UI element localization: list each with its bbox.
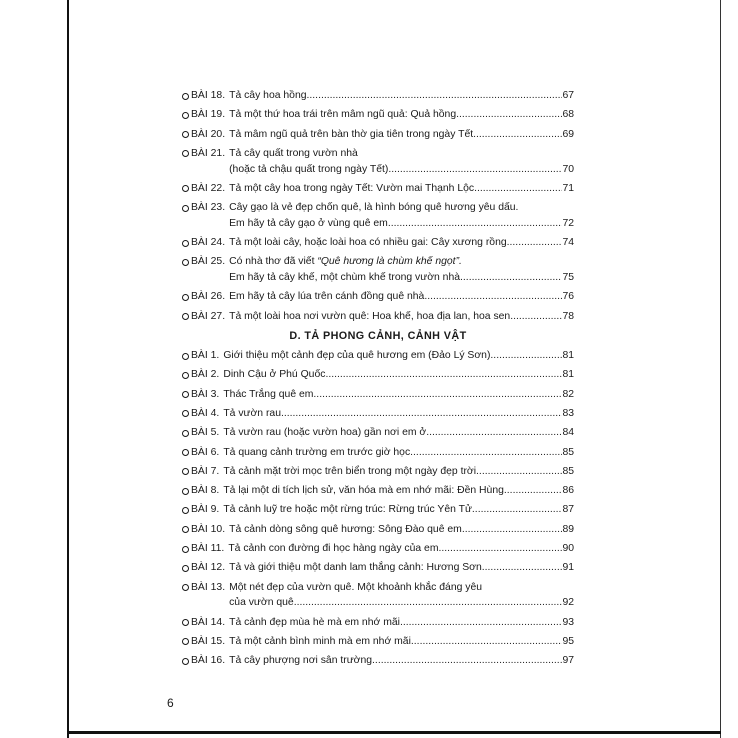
entry-line [229, 634, 574, 650]
toc-entry [182, 254, 574, 285]
entry-number: BÀI 11. [191, 543, 225, 555]
toc-entry [182, 502, 574, 518]
entry-body [229, 181, 574, 197]
entry-line [229, 309, 574, 325]
bullet-circle-icon [182, 240, 189, 247]
entry-number: BÀI 25. [191, 256, 226, 268]
dot-leader [426, 425, 562, 441]
entry-page-number: 71 [562, 182, 574, 194]
entry-page-number: 70 [562, 163, 574, 175]
entry-title: Tả vườn rau (hoặc vườn hoa) gần nơi em ở [223, 427, 427, 439]
bullet-circle-icon [182, 372, 189, 379]
toc-entry [182, 580, 574, 611]
entry-title: Tả cảnh dòng sông quê hương: Sông Đào quê em [229, 523, 462, 535]
toc-entry [182, 445, 574, 461]
bullet-circle-icon [182, 546, 189, 553]
page-bottom-edge [67, 731, 721, 734]
entry-title: Một nét đẹp của vườn quê. Một khoảnh khắc đáng yêu [229, 581, 483, 593]
entry-page-number: 89 [562, 523, 574, 535]
entry-page-number: 84 [562, 427, 574, 439]
entry-line [229, 216, 574, 232]
entry-page-number: 90 [562, 543, 574, 555]
entry-number: BÀI 23. [191, 202, 226, 214]
dot-leader [490, 348, 562, 364]
entry-line [229, 127, 574, 143]
entry-body [223, 445, 574, 461]
entry-body [229, 235, 574, 251]
entry-line [229, 560, 574, 576]
toc-entry [182, 107, 574, 123]
toc-list-part-2 [182, 348, 574, 669]
dot-leader [460, 270, 562, 286]
bullet-circle-icon [182, 259, 189, 266]
bullet-circle-icon [182, 294, 189, 301]
entry-page-number: 85 [562, 446, 574, 458]
toc-entry [182, 181, 574, 197]
entry-body [229, 309, 574, 325]
entry-title: Tả một cây hoa trong ngày Tết: Vườn mai Thạnh Lộc [229, 182, 475, 194]
entry-number: BÀI 14. [191, 616, 226, 628]
entry-body [229, 580, 574, 611]
dot-leader [400, 615, 563, 631]
entry-line [228, 541, 574, 557]
entry-line [223, 348, 574, 364]
entry-number: BÀI 15. [191, 635, 226, 647]
entry-title: Tả cảnh mặt trời mọc trên biển trong một ngày đẹp trời [223, 465, 477, 477]
entry-title: Tả cảnh luỹ tre hoặc một rừng trúc: Rừng trúc Yên Tử [223, 504, 472, 516]
bullet-circle-icon [182, 526, 189, 533]
entry-page-number: 83 [562, 407, 574, 419]
entry-title [229, 254, 462, 270]
bullet-circle-icon [182, 93, 189, 100]
toc-entry [182, 309, 574, 325]
entry-body [228, 541, 574, 557]
entry-line [223, 425, 574, 441]
bullet-circle-icon [182, 313, 189, 320]
dot-leader [504, 483, 563, 499]
toc-entry [182, 560, 574, 576]
bullet-circle-icon [182, 131, 189, 138]
dot-leader [507, 235, 563, 251]
toc-entry [182, 367, 574, 383]
dot-leader [424, 289, 562, 305]
bullet-circle-icon [182, 150, 189, 157]
entry-title: Em hãy tả cây lúa trên cánh đồng quê nhà [229, 291, 425, 303]
bullet-circle-icon [182, 112, 189, 119]
entry-line [223, 387, 574, 403]
toc-entry [182, 235, 574, 251]
entry-page-number: 74 [562, 237, 574, 249]
entry-page-number: 78 [562, 310, 574, 322]
entry-number: BÀI 18. [191, 90, 226, 101]
entry-title: của vườn quê [229, 597, 294, 609]
section-heading: D. TẢ PHONG CẢNH, CẢNH VẬT [289, 330, 467, 343]
toc-entry [182, 425, 574, 441]
entry-page-number: 72 [562, 217, 574, 229]
entry-number: BÀI 8. [191, 485, 220, 497]
dot-leader [294, 595, 563, 611]
dot-leader [456, 107, 562, 123]
dot-leader [473, 127, 562, 143]
entry-body [223, 502, 574, 518]
entry-page-number: 92 [562, 597, 574, 609]
entry-line [229, 107, 574, 123]
entry-title: Tả một cảnh bình minh mà em nhớ mãi [229, 635, 411, 647]
toc-entry [182, 200, 574, 231]
entry-body [229, 88, 574, 104]
entry-body [223, 367, 574, 383]
entry-page-number: 87 [562, 504, 574, 516]
entry-line [229, 615, 574, 631]
entry-body [229, 254, 574, 285]
entry-line [229, 653, 574, 669]
entry-line [223, 483, 574, 499]
entry-line [229, 146, 574, 162]
entry-page-number: 68 [562, 109, 574, 121]
entry-body [223, 387, 574, 403]
entry-number: BÀI 13. [191, 581, 226, 593]
entry-page-number: 91 [562, 562, 574, 574]
entry-title: Tả một loài cây, hoặc loài hoa có nhiều gai: Cây xương rồng [229, 237, 507, 249]
bullet-circle-icon [182, 185, 189, 192]
entry-body [229, 146, 574, 177]
entry-body [229, 522, 574, 538]
entry-page-number: 81 [562, 369, 574, 381]
entry-title: Tả cây quất trong vườn nhà [229, 147, 358, 159]
entry-line [229, 162, 574, 178]
bullet-circle-icon [182, 430, 189, 437]
entry-number: BÀI 1. [191, 350, 220, 362]
entry-title: Tả lại một di tích lịch sử, văn hóa mà em nhớ mãi: Đền Hùng [223, 485, 504, 497]
entry-number: BÀI 19. [191, 109, 226, 121]
entry-number: BÀI 7. [191, 465, 220, 477]
toc-entry [182, 615, 574, 631]
entry-body [223, 406, 574, 422]
entry-line [229, 289, 574, 305]
dot-leader [482, 560, 563, 576]
bullet-circle-icon [182, 584, 189, 591]
entry-number: BÀI 21. [191, 147, 226, 159]
entry-title: Dinh Cậu ở Phú Quốc [223, 369, 326, 381]
entry-body [223, 483, 574, 499]
entry-title: Tả mâm ngũ quả trên bàn thờ gia tiên trong ngày Tết [229, 128, 474, 140]
entry-line [229, 235, 574, 251]
bullet-circle-icon [182, 205, 189, 212]
dot-leader [281, 406, 562, 422]
entry-number: BÀI 9. [191, 504, 220, 516]
entry-line [223, 406, 574, 422]
entry-body [229, 289, 574, 305]
entry-page-number: 69 [562, 128, 574, 140]
dot-leader [372, 653, 562, 669]
entry-line [229, 200, 574, 216]
toc-list-part-1 [182, 88, 574, 324]
entry-page-number: 81 [562, 350, 574, 362]
toc-entry [182, 127, 574, 143]
entry-title: Cây gạo là vẻ đẹp chốn quê, là hình bóng quê hương yêu dấu. [229, 202, 519, 214]
entry-line [229, 88, 574, 104]
toc-entry [182, 541, 574, 557]
entry-line [223, 502, 574, 518]
entry-body [229, 634, 574, 650]
entry-page-number: 76 [562, 291, 574, 303]
toc-entry [182, 653, 574, 669]
entry-number: BÀI 5. [191, 427, 220, 439]
toc-entry [182, 289, 574, 305]
dot-leader [325, 367, 562, 383]
entry-title: Tả cảnh đẹp mùa hè mà em nhớ mãi [229, 616, 400, 628]
entry-number: BÀI 27. [191, 310, 226, 322]
bullet-circle-icon [182, 565, 189, 572]
entry-body [229, 200, 574, 231]
dot-leader [411, 634, 563, 650]
entry-line [229, 270, 574, 286]
toc-entry [182, 522, 574, 538]
bullet-circle-icon [182, 468, 189, 475]
dot-leader [510, 309, 562, 325]
entry-title: Tả cảnh con đường đi học hàng ngày của em [228, 543, 439, 555]
bullet-circle-icon [182, 638, 189, 645]
bullet-circle-icon [182, 353, 189, 360]
entry-body [229, 653, 574, 669]
entry-title: Thác Trắng quê em [223, 388, 314, 400]
entry-number: BÀI 22. [191, 182, 226, 194]
entry-number: BÀI 10. [191, 523, 226, 535]
entry-page-number: 93 [562, 616, 574, 628]
entry-title: Tả cây hoa hồng [229, 90, 307, 101]
entry-body [229, 127, 574, 143]
page-number: 6 [167, 696, 174, 710]
entry-title-intro: Có nhà thơ đã viết [229, 256, 318, 268]
toc-entry [182, 464, 574, 480]
dot-leader [476, 464, 562, 480]
bullet-circle-icon [182, 507, 189, 514]
entry-page-number: 95 [562, 635, 574, 647]
dot-leader [388, 216, 563, 232]
entry-body [223, 348, 574, 364]
entry-body [229, 560, 574, 576]
toc-entry [182, 483, 574, 499]
table-of-contents [182, 88, 574, 673]
entry-line [229, 580, 574, 596]
dot-leader [462, 522, 563, 538]
page-right-edge [720, 0, 721, 738]
entry-number: BÀI 12. [191, 562, 226, 574]
entry-line [229, 181, 574, 197]
entry-line [229, 595, 574, 611]
dot-leader [474, 181, 562, 197]
entry-title: Em hãy tả cây khế, một chùm khế trong vườn nhà [229, 272, 461, 284]
entry-body [229, 107, 574, 123]
bullet-circle-icon [182, 449, 189, 456]
dot-leader [388, 162, 562, 178]
toc-entry [182, 146, 574, 177]
toc-entry [182, 406, 574, 422]
entry-title: Tả quang cảnh trường em trước giờ học [223, 446, 411, 458]
entry-page-number: 75 [562, 272, 574, 284]
entry-title: Tả một loài hoa nơi vườn quê: Hoa khế, hoa địa lan, hoa sen [229, 310, 511, 322]
dot-leader [307, 88, 563, 104]
entry-line [223, 367, 574, 383]
entry-line [223, 445, 574, 461]
bullet-circle-icon [182, 410, 189, 417]
dot-leader [472, 502, 563, 518]
entry-number: BÀI 26. [191, 291, 226, 303]
entry-number: BÀI 4. [191, 407, 220, 419]
entry-page-number: 82 [562, 388, 574, 400]
entry-line [229, 522, 574, 538]
entry-title: Em hãy tả cây gạo ở vùng quê em [229, 217, 388, 229]
entry-page-number: 67 [562, 90, 574, 101]
toc-entry [182, 387, 574, 403]
entry-number: BÀI 2. [191, 369, 220, 381]
entry-body [223, 425, 574, 441]
entry-number: BÀI 16. [191, 655, 226, 667]
toc-entry [182, 634, 574, 650]
entry-title: Tả vườn rau [223, 407, 281, 419]
bullet-circle-icon [182, 658, 189, 665]
entry-line [223, 464, 574, 480]
entry-page-number: 97 [562, 655, 574, 667]
entry-title: Tả và giới thiệu một danh lam thắng cảnh: Hương Sơn [229, 562, 482, 574]
dot-leader [410, 445, 562, 461]
entry-body [229, 615, 574, 631]
page-left-edge [67, 0, 69, 738]
entry-title: Tả một thứ hoa trái trên mâm ngũ quả: Quả hồng [229, 109, 457, 121]
entry-page-number: 85 [562, 465, 574, 477]
bullet-circle-icon [182, 391, 189, 398]
entry-title-quote: “Quê hương là chùm khế ngọt”. [317, 256, 462, 268]
toc-entry [182, 348, 574, 364]
entry-page-number: 86 [562, 485, 574, 497]
entry-body [223, 464, 574, 480]
entry-line [229, 254, 574, 270]
entry-title: Tả cây phượng nơi sân trường [229, 655, 373, 667]
entry-number: BÀI 3. [191, 388, 220, 400]
dot-leader [313, 387, 562, 403]
entry-number: BÀI 6. [191, 446, 220, 458]
bullet-circle-icon [182, 488, 189, 495]
toc-entry [182, 88, 574, 104]
entry-title: Giới thiệu một cảnh đẹp của quê hương em (Đảo Lý Sơn) [223, 350, 491, 362]
bullet-circle-icon [182, 619, 189, 626]
dot-leader [439, 541, 563, 557]
entry-title: (hoặc tả chậu quất trong ngày Tết) [229, 163, 389, 175]
entry-number: BÀI 24. [191, 237, 226, 249]
entry-number: BÀI 20. [191, 128, 226, 140]
